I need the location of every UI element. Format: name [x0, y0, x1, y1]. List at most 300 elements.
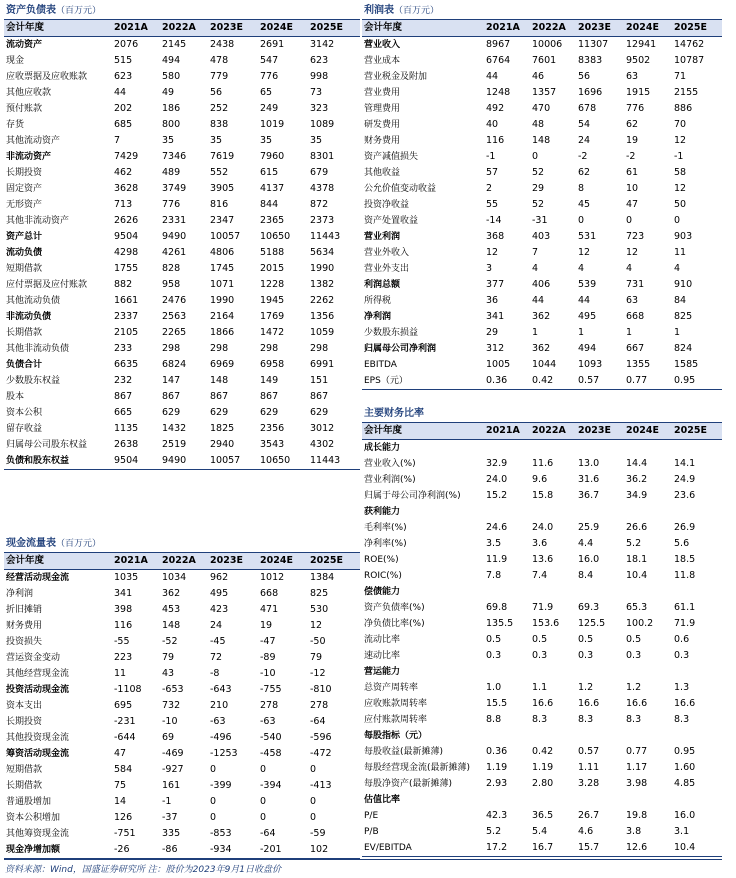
table-row	[362, 744, 722, 760]
value-cell: 362	[532, 311, 551, 322]
value-cell: 9504	[112, 453, 160, 470]
value-cell: 2145	[162, 39, 187, 50]
value-cell: 1990	[210, 295, 235, 306]
value-cell: -853	[210, 828, 232, 839]
row-label-cell: 营业外收入	[364, 248, 410, 258]
value-cell: -496	[210, 732, 232, 743]
table-row	[4, 85, 360, 101]
value-cell: 1472	[260, 327, 285, 338]
value-cell: -47	[260, 636, 276, 647]
value-cell: 4.4	[578, 538, 594, 549]
value-cell: 50	[674, 199, 687, 210]
value-cell: 12	[310, 620, 323, 631]
value-cell: 0	[310, 764, 317, 775]
value-cell: 45	[578, 199, 591, 210]
value-cell: 26.7	[578, 810, 600, 821]
value-cell: 471	[260, 604, 279, 615]
value-cell	[484, 664, 530, 680]
value-cell: -59	[310, 828, 326, 839]
row-label-cell: 管理费用	[364, 104, 401, 114]
value-cell: 10.4	[626, 570, 648, 581]
value-cell: 2347	[210, 215, 235, 226]
value-cell: 153.6	[532, 618, 560, 629]
row-label-cell: P/E	[364, 811, 379, 821]
value-cell	[672, 504, 722, 520]
value-cell: 116	[486, 135, 505, 146]
value-cell: 494	[578, 343, 597, 354]
value-cell: 8	[578, 183, 585, 194]
table-header-row	[362, 423, 722, 440]
footer-divider	[4, 859, 722, 860]
table-row	[4, 810, 360, 826]
value-cell: 494	[162, 55, 181, 66]
table-row	[4, 181, 360, 197]
value-cell: 11.6	[532, 458, 554, 469]
row-label-cell: 其他非流动负债	[6, 344, 70, 354]
value-cell: 623	[310, 55, 329, 66]
value-cell: 368	[486, 231, 505, 242]
row-label-cell: 营业收入(%)	[364, 459, 416, 469]
value-cell: 5188	[260, 247, 285, 258]
value-cell: 5.2	[486, 826, 502, 837]
value-cell: 34.9	[626, 490, 648, 501]
value-cell: 0.36	[486, 746, 508, 757]
table-row	[362, 824, 722, 840]
value-cell: 0.77	[626, 746, 648, 757]
row-label-cell: 毛利率(%)	[364, 523, 407, 533]
ratios-title: 主要财务比率	[362, 406, 722, 423]
value-cell: 14	[114, 796, 127, 807]
row-label-cell: ROIC(%)	[364, 571, 402, 581]
value-cell: 11	[114, 668, 127, 679]
row-label-cell: 营业外支出	[364, 264, 410, 274]
value-cell: 10057	[208, 453, 258, 470]
value-cell: 547	[260, 55, 279, 66]
value-cell: 2331	[162, 215, 187, 226]
row-label-cell: 其他筹资现金流	[6, 829, 70, 839]
value-cell: 116	[114, 620, 133, 631]
value-cell: 36.5	[532, 810, 554, 821]
value-cell: 3.6	[532, 538, 548, 549]
section-heading-row	[362, 440, 722, 457]
value-cell: 668	[260, 588, 279, 599]
header-year-cell: 2025E	[308, 553, 360, 570]
value-cell: 161	[162, 780, 181, 791]
value-cell: 8.3	[578, 714, 594, 725]
value-cell: 278	[260, 700, 279, 711]
value-cell: 57	[486, 167, 499, 178]
header-label-cell: 会计年度	[362, 20, 484, 37]
value-cell: 16.6	[578, 698, 600, 709]
value-cell	[672, 584, 722, 600]
value-cell: -1	[674, 151, 684, 162]
value-cell	[530, 504, 576, 520]
value-cell: 5.4	[532, 826, 548, 837]
value-cell: 32.9	[486, 458, 508, 469]
value-cell: 667	[626, 343, 645, 354]
value-cell: 10057	[210, 231, 241, 242]
row-label-cell: 营业成本	[364, 56, 401, 66]
value-cell: 35	[310, 135, 323, 146]
value-cell: 11.8	[674, 570, 696, 581]
value-cell: 4	[674, 263, 681, 274]
value-cell: -14	[486, 215, 502, 226]
value-cell: 16.6	[532, 698, 554, 709]
value-cell: 9502	[626, 55, 651, 66]
table-row	[4, 778, 360, 794]
value-cell	[484, 584, 530, 600]
value-cell: 910	[674, 279, 693, 290]
row-label-cell: 其他投资现金流	[6, 733, 70, 743]
value-cell: 298	[310, 343, 329, 354]
row-label-cell: 归属母公司净利润	[364, 344, 437, 354]
value-cell: 40	[486, 119, 499, 130]
value-cell: 12941	[626, 39, 657, 50]
table-row	[362, 117, 722, 133]
table-row	[4, 133, 360, 149]
row-label-cell: 股本	[6, 392, 25, 402]
value-cell: 0.42	[530, 373, 576, 390]
value-cell	[672, 664, 722, 680]
value-cell: 19	[626, 135, 639, 146]
value-cell: 16.6	[674, 698, 696, 709]
value-cell: 18.5	[674, 554, 696, 565]
value-cell: -399	[210, 780, 232, 791]
value-cell	[576, 728, 624, 744]
value-cell: 552	[210, 167, 229, 178]
value-cell: 233	[114, 343, 133, 354]
value-cell: 4298	[114, 247, 139, 258]
table-row	[362, 341, 722, 357]
table-row	[4, 826, 360, 842]
value-cell: 1825	[210, 423, 235, 434]
table-row	[4, 714, 360, 730]
value-cell: 731	[626, 279, 645, 290]
value-cell: -2	[626, 151, 636, 162]
table-row	[4, 197, 360, 213]
value-cell: 2373	[310, 215, 335, 226]
value-cell: 17.2	[484, 840, 530, 857]
value-cell: -10	[260, 668, 276, 679]
row-label-cell: 短期借款	[6, 765, 43, 775]
balance-sheet-table	[4, 20, 360, 470]
row-label-cell: 投资活动现金流	[6, 685, 70, 695]
row-label-cell: 应收票据及应收账款	[6, 72, 88, 82]
value-cell: 629	[210, 407, 229, 418]
value-cell: 70	[674, 119, 687, 130]
value-cell: 186	[162, 103, 181, 114]
row-label-cell: 财务费用	[364, 136, 401, 146]
value-cell: -927	[162, 764, 184, 775]
value-cell: 7960	[260, 151, 285, 162]
row-label-cell: 营运资金变动	[6, 653, 61, 663]
header-year-cell: 2024E	[624, 423, 672, 440]
value-cell: 958	[162, 279, 181, 290]
value-cell: 79	[162, 652, 175, 663]
header-year-cell: 2025E	[672, 20, 722, 37]
row-label-cell: 营业利润(%)	[364, 475, 416, 485]
value-cell: 0	[260, 764, 267, 775]
row-label-cell: 营运能力	[364, 667, 401, 677]
table-row	[4, 117, 360, 133]
value-cell	[624, 728, 672, 744]
value-cell: 3.28	[578, 778, 600, 789]
value-cell: 56	[578, 71, 591, 82]
row-label-cell: 长期投资	[6, 168, 43, 178]
table-row	[4, 293, 360, 309]
value-cell: 1089	[310, 119, 335, 130]
table-row	[362, 808, 722, 824]
value-cell: 838	[210, 119, 229, 130]
table-row	[362, 456, 722, 472]
row-label-cell: 少数股东权益	[6, 376, 61, 386]
value-cell: -64	[260, 828, 276, 839]
value-cell: 1990	[310, 263, 335, 274]
value-cell: 12	[674, 135, 687, 146]
value-cell: 1384	[310, 572, 335, 583]
row-label-cell: 投资损失	[6, 637, 43, 647]
value-cell: 148	[162, 620, 181, 631]
value-cell: 9490	[160, 453, 208, 470]
value-cell: 8.8	[486, 714, 502, 725]
value-cell: 29	[532, 183, 545, 194]
value-cell: 2365	[260, 215, 285, 226]
row-label-cell: 筹资活动现金流	[6, 749, 70, 759]
value-cell: 79	[310, 652, 323, 663]
table-row	[4, 245, 360, 261]
value-cell: 335	[162, 828, 181, 839]
value-cell	[484, 504, 530, 520]
value-cell: 14.1	[674, 458, 696, 469]
value-cell: 1915	[626, 87, 651, 98]
value-cell: 1745	[210, 263, 235, 274]
row-label-cell: 资本公积增加	[6, 813, 61, 823]
value-cell: 6958	[260, 359, 285, 370]
value-cell: -63	[210, 716, 226, 727]
value-cell: 406	[532, 279, 551, 290]
value-cell: 63	[626, 71, 639, 82]
value-cell: 4261	[162, 247, 187, 258]
value-cell: 867	[162, 391, 181, 402]
value-cell: 816	[210, 199, 229, 210]
section-heading-row	[362, 664, 722, 680]
value-cell: 377	[486, 279, 505, 290]
table-row	[362, 245, 722, 261]
value-cell: 10006	[532, 39, 563, 50]
value-cell: 695	[114, 700, 133, 711]
value-cell: 1356	[310, 311, 335, 322]
table-row	[362, 37, 722, 54]
value-cell	[484, 792, 530, 808]
value-cell: 2164	[210, 311, 235, 322]
value-cell: 2337	[114, 311, 139, 322]
value-cell: 232	[114, 375, 133, 386]
value-cell	[576, 440, 624, 457]
row-label-cell: 经营活动现金流	[6, 573, 70, 583]
value-cell: 1	[674, 327, 681, 338]
table-row	[362, 648, 722, 664]
row-label-cell: 营业收入	[364, 40, 401, 50]
value-cell: 1135	[114, 423, 139, 434]
row-label-cell: ROE(%)	[364, 555, 399, 565]
income-statement-panel	[362, 3, 722, 390]
value-cell: 48	[532, 119, 545, 130]
value-cell: 151	[310, 375, 329, 386]
row-label-cell: 流动负债	[6, 248, 43, 258]
value-cell: 71	[674, 71, 687, 82]
value-cell: 882	[114, 279, 133, 290]
value-cell: 629	[260, 407, 279, 418]
row-label-cell: 归属于母公司净利润(%)	[364, 491, 461, 501]
value-cell: 19.8	[626, 810, 648, 821]
value-cell: 47	[114, 748, 127, 759]
value-cell: -231	[114, 716, 136, 727]
value-cell: 11443	[310, 231, 341, 242]
value-cell	[576, 664, 624, 680]
value-cell: 147	[162, 375, 181, 386]
value-cell: 312	[486, 343, 505, 354]
table-row	[4, 602, 360, 618]
value-cell: 732	[162, 700, 181, 711]
value-cell: 5.6	[674, 538, 690, 549]
value-cell: 7	[114, 135, 121, 146]
value-cell: 3.8	[626, 826, 642, 837]
value-cell: 2563	[162, 311, 187, 322]
table-row	[362, 181, 722, 197]
row-label-cell: 成长能力	[364, 443, 401, 453]
value-cell: 8.3	[532, 714, 548, 725]
value-cell: 903	[674, 231, 693, 242]
value-cell: 148	[532, 135, 551, 146]
value-cell: 69.8	[486, 602, 508, 613]
value-cell	[672, 440, 722, 457]
table-header-row	[362, 20, 722, 37]
table-row	[4, 309, 360, 325]
value-cell: 1005	[486, 359, 511, 370]
row-label-cell: 营业费用	[364, 88, 401, 98]
value-cell: 126	[114, 812, 133, 823]
value-cell: 998	[310, 71, 329, 82]
value-cell: 35	[162, 135, 175, 146]
table-header-row	[4, 20, 360, 37]
value-cell: 2265	[162, 327, 187, 338]
row-label-cell: 普通股增加	[6, 797, 52, 807]
table-row	[362, 69, 722, 85]
value-cell: 323	[310, 103, 329, 114]
row-label-cell: 每股净资产(最新摊薄)	[364, 779, 453, 789]
row-label-cell: 公允价值变动收益	[364, 184, 437, 194]
value-cell: 0.77	[624, 373, 672, 390]
ratios-panel	[362, 406, 722, 857]
value-cell: 3.1	[674, 826, 690, 837]
value-cell: 0.5	[532, 634, 548, 645]
value-cell: 531	[578, 231, 597, 242]
table-row	[4, 453, 360, 470]
value-cell: -653	[162, 684, 184, 695]
row-label-cell: 预付账款	[6, 104, 43, 114]
value-cell: 629	[162, 407, 181, 418]
value-cell: 668	[626, 311, 645, 322]
value-cell: -55	[114, 636, 130, 647]
value-cell	[672, 792, 722, 808]
value-cell: 16.0	[578, 554, 600, 565]
value-cell: 12	[486, 247, 499, 258]
value-cell: 0	[310, 812, 317, 823]
value-cell: -12	[310, 668, 326, 679]
section-heading-row	[362, 728, 722, 744]
value-cell	[624, 504, 672, 520]
value-cell: -89	[260, 652, 276, 663]
header-year-cell: 2022A	[530, 20, 576, 37]
value-cell: 665	[114, 407, 133, 418]
value-cell: -472	[310, 748, 332, 759]
value-cell: 61	[626, 167, 639, 178]
value-cell: 15.8	[532, 490, 554, 501]
value-cell: 3543	[260, 439, 285, 450]
row-label-cell: EPS（元）	[362, 373, 484, 390]
table-row	[362, 373, 722, 390]
value-cell: 872	[310, 199, 329, 210]
value-cell: 1071	[210, 279, 235, 290]
table-row	[4, 405, 360, 421]
value-cell: 11	[674, 247, 687, 258]
value-cell: 4137	[260, 183, 285, 194]
value-cell: -86	[160, 842, 208, 859]
value-cell: 5.2	[626, 538, 642, 549]
value-cell: 1432	[162, 423, 187, 434]
value-cell: 1661	[114, 295, 139, 306]
header-year-cell: 2021A	[112, 20, 160, 37]
value-cell: 2626	[114, 215, 139, 226]
value-cell: 0	[210, 764, 217, 775]
value-cell: 3.98	[626, 778, 648, 789]
header-year-cell: 2023E	[208, 20, 258, 37]
value-cell: 1	[626, 327, 633, 338]
value-cell: 3012	[310, 423, 335, 434]
value-cell: 1355	[626, 359, 651, 370]
value-cell: 462	[114, 167, 133, 178]
value-cell: 71.9	[532, 602, 554, 613]
value-cell: 42.3	[486, 810, 508, 821]
value-cell: 1034	[162, 572, 187, 583]
value-cell: 398	[114, 604, 133, 615]
value-cell: 5634	[310, 247, 335, 258]
value-cell	[672, 728, 722, 744]
value-cell: 1.2	[626, 682, 642, 693]
value-cell: 3905	[210, 183, 235, 194]
value-cell: 6991	[310, 359, 335, 370]
value-cell: 403	[532, 231, 551, 242]
value-cell: 1019	[260, 119, 285, 130]
table-row	[362, 776, 722, 792]
value-cell: 15.5	[486, 698, 508, 709]
value-cell: 12	[578, 247, 591, 258]
value-cell: 2476	[162, 295, 187, 306]
table-row	[4, 666, 360, 682]
value-cell: -643	[210, 684, 232, 695]
value-cell: 2	[486, 183, 493, 194]
value-cell: 6764	[486, 55, 511, 66]
table-row	[362, 632, 722, 648]
table-row	[362, 165, 722, 181]
value-cell: 0.5	[486, 634, 502, 645]
header-year-cell: 2024E	[624, 20, 672, 37]
value-cell: 685	[114, 119, 133, 130]
row-label-cell: 每股收益(最新摊薄)	[364, 747, 444, 757]
row-label-cell: 偿债能力	[364, 587, 401, 597]
value-cell: -1	[486, 151, 496, 162]
value-cell: -810	[310, 684, 332, 695]
